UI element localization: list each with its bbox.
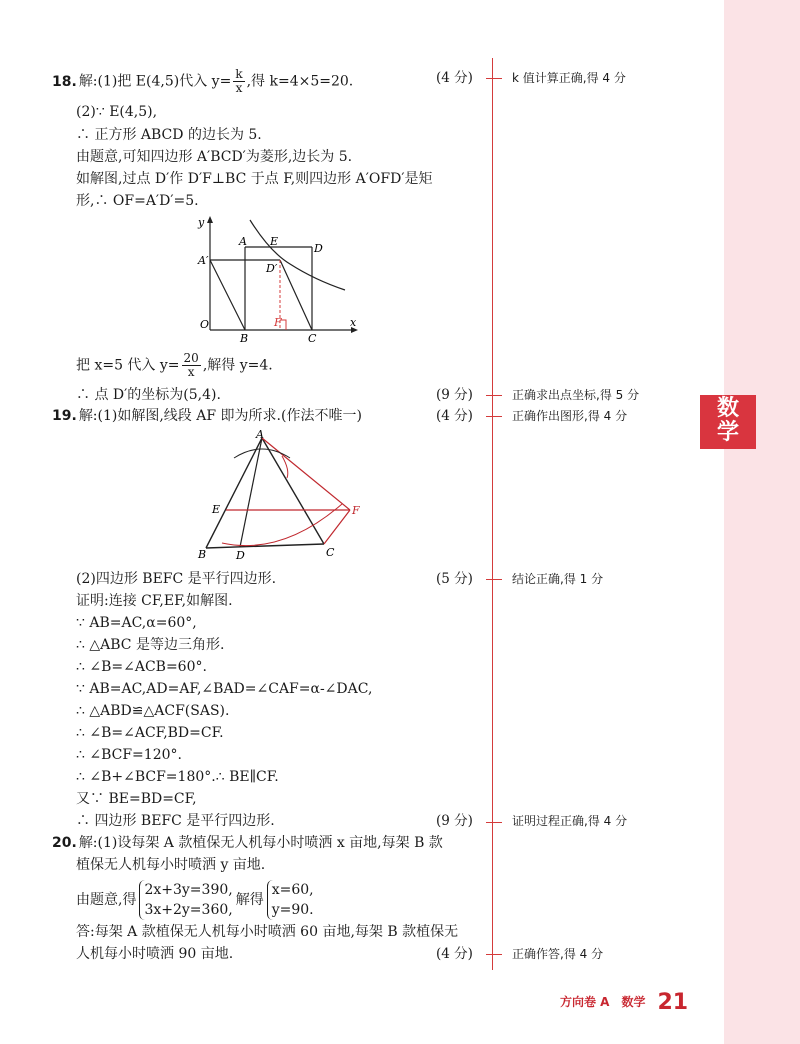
q18-line-7 — [76, 352, 273, 379]
q18-line-5: 如解图,过点 D′作 D′F⊥BC 于点 F,则四边形 A′OFD′是矩 — [76, 171, 433, 187]
q20-line-4: 答:每架 A 款植保无人机每小时喷洒 60 亩地,每架 B 款植保无 — [76, 924, 459, 940]
q20-line-1 — [52, 833, 443, 853]
footer-subject: 数学 — [621, 995, 646, 1009]
q19-number: 19. — [52, 408, 77, 424]
q19-line-11: ∴ ∠B+∠BCF=180°.∴ BE∥CF. — [76, 769, 279, 785]
q19-line-9: ∴ ∠B=∠ACF,BD=CF. — [76, 725, 224, 741]
fraction-20-over-x: $\frac{20}{x}$ — [183, 351, 199, 379]
page-number: 21 — [657, 990, 689, 1015]
divider-tick — [486, 579, 502, 580]
svg-text:E: E — [212, 503, 221, 516]
divider-tick — [486, 822, 502, 823]
q18-line-8: ∴ 点 D′的坐标为(5,4). — [76, 387, 221, 403]
q19-score-1: (4 分) — [436, 408, 473, 424]
q18-line-6: 形,∴ OF=A′D′=5. — [76, 193, 199, 209]
q20-line-2: 植保无人机每小时喷洒 y 亩地. — [76, 857, 266, 873]
svg-text:B: B — [198, 548, 207, 561]
q19-line-5: ∴ △ABC 是等边三角形. — [76, 637, 225, 653]
q19-line-4: ∵ AB=AC,α=60°, — [76, 615, 197, 631]
q18-score-1: (4 分) — [436, 70, 473, 86]
svg-text:B: B — [240, 332, 249, 342]
q19-grading-note-2: 结论正确,得 1 分 — [512, 572, 604, 586]
q19-line-10: ∴ ∠BCF=120°. — [76, 747, 182, 763]
q19-score-3: (9 分) — [436, 813, 473, 829]
q20-grading-note-1: 正确作答,得 4 分 — [512, 947, 604, 961]
divider-tick — [486, 78, 502, 79]
side-tab-char-1: 数 — [716, 396, 739, 421]
q19-line-13: ∴ 四边形 BEFC 是平行四边形. — [76, 813, 275, 829]
fraction-k-over-x: $\frac{k}{x}$ — [235, 67, 243, 95]
q20-score-1: (4 分) — [436, 946, 473, 962]
q19-line-3: 证明:连接 CF,EF,如解图. — [76, 593, 233, 609]
q18-grading-note-1: k 值计算正确,得 4 分 — [512, 71, 626, 85]
svg-text:y: y — [198, 216, 205, 229]
q19-line-1 — [52, 406, 362, 426]
q19-triangle-figure — [192, 428, 372, 564]
margin-divider-line — [492, 58, 493, 970]
svg-text:F: F — [352, 504, 360, 517]
q20-text: 解:(1)设每架 A 款植保无人机每小时喷洒 x 亩地,每架 B 款 — [78, 835, 443, 851]
svg-text:C: C — [308, 332, 317, 342]
divider-tick — [486, 416, 502, 417]
q18-grading-note-2: 正确求出点坐标,得 5 分 — [512, 388, 640, 402]
solution-system: x=60, y=90. — [267, 880, 314, 920]
svg-text:O: O — [200, 318, 210, 331]
q19-grading-note-1: 正确作出图形,得 4 分 — [512, 409, 628, 423]
q20-text: 由题意,得 — [76, 892, 137, 908]
q18-text: 把 x=5 代入 y= — [76, 357, 180, 374]
q18-text: ,得 k=4×5=20. — [246, 73, 354, 90]
q19-grading-note-3: 证明过程正确,得 4 分 — [512, 814, 628, 828]
svg-text:A′: A′ — [198, 254, 209, 267]
q20-line-5: 人机每小时喷洒 90 亩地. — [76, 946, 234, 962]
q19-line-8: ∴ △ABD≌△ACF(SAS). — [76, 703, 230, 719]
svg-text:A: A — [256, 428, 264, 441]
equation-system: 2x+3y=390, 3x+2y=360, — [139, 880, 232, 920]
q18-line-4: 由题意,可知四边形 A′BCD′为菱形,边长为 5. — [76, 149, 353, 165]
q20-number: 20. — [52, 835, 77, 851]
q20-text: 解得 — [235, 892, 264, 908]
subject-side-tab — [700, 395, 756, 449]
q18-score-2: (9 分) — [436, 387, 473, 403]
q19-line-7: ∵ AB=AC,AD=AF,∠BAD=∠CAF=α-∠DAC, — [76, 681, 373, 697]
q19-score-2: (5 分) — [436, 571, 473, 587]
q18-coordinate-figure — [190, 212, 370, 342]
svg-text:F: F — [274, 316, 282, 329]
side-tab-char-2: 学 — [716, 420, 739, 445]
q18-text: 解:(1)把 E(4,5)代入 y= — [78, 73, 232, 90]
svg-text:D: D — [236, 549, 245, 562]
q18-text: ,解得 y=4. — [202, 357, 273, 374]
right-margin-band — [724, 0, 800, 1044]
svg-text:E: E — [270, 235, 279, 248]
q19-line-6: ∴ ∠B=∠ACB=60°. — [76, 659, 207, 675]
svg-text:C: C — [326, 546, 335, 559]
q19-line-12: 又∵ BE=BD=CF, — [76, 791, 197, 807]
q20-line-3 — [76, 880, 317, 920]
q18-number: 18. — [52, 73, 77, 90]
q18-line-2: (2)∵ E(4,5), — [76, 104, 158, 120]
q18-line-1 — [52, 68, 353, 95]
page-footer — [560, 990, 688, 1015]
divider-tick — [486, 395, 502, 396]
footer-paper-label: 方向卷 A — [560, 995, 610, 1009]
q18-line-3: ∴ 正方形 ABCD 的边长为 5. — [76, 127, 262, 143]
svg-text:x: x — [350, 316, 357, 329]
svg-text:D′: D′ — [266, 262, 278, 275]
svg-text:A: A — [239, 235, 247, 248]
q19-text: 解:(1)如解图,线段 AF 即为所求.(作法不唯一) — [78, 408, 362, 424]
divider-tick — [486, 954, 502, 955]
svg-text:D: D — [314, 242, 323, 255]
q19-line-2: (2)四边形 BEFC 是平行四边形. — [76, 571, 277, 587]
